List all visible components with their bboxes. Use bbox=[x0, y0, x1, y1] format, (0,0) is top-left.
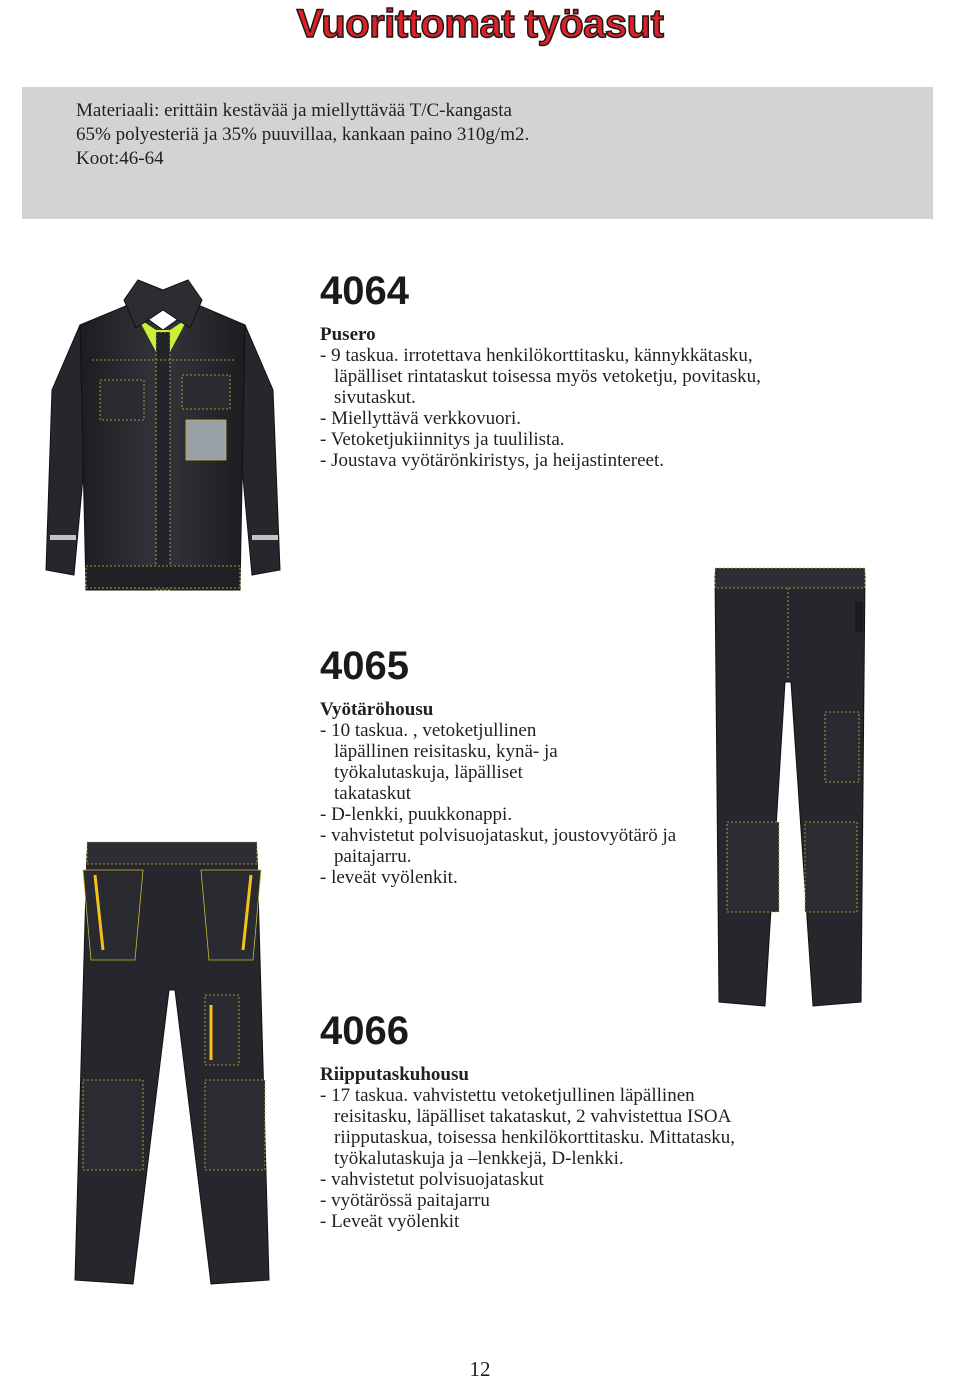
page-number: 12 bbox=[469, 1357, 491, 1381]
feature-line: - vyötärössä paitajarru bbox=[320, 1190, 490, 1211]
product-name: Riipputaskuhousu bbox=[320, 1064, 469, 1085]
product-name: Pusero bbox=[320, 324, 376, 345]
feature-line: takataskut bbox=[334, 783, 412, 804]
waist-trousers-image bbox=[705, 562, 875, 1012]
jacket-image bbox=[40, 270, 285, 610]
product-4066 bbox=[320, 1008, 735, 1232]
material-sizes: Koot:46-64 bbox=[76, 148, 164, 169]
feature-line: - Miellyttävä verkkovuori. bbox=[320, 408, 522, 429]
holster-trousers-image bbox=[65, 830, 280, 1290]
feature-line: sivutaskut. bbox=[334, 387, 416, 408]
product-features bbox=[320, 1085, 735, 1232]
feature-line: - 17 taskua. vahvistettu vetoketjullinen läpällinen bbox=[320, 1085, 695, 1106]
feature-line: työkalutaskuja, läpälliset bbox=[334, 762, 523, 783]
product-features bbox=[320, 345, 761, 471]
feature-line: läpällinen reisitasku, kynä- ja bbox=[334, 741, 558, 762]
feature-line: - Vetoketjukiinnitys ja tuulilista. bbox=[320, 429, 565, 450]
feature-line: - Joustava vyötärönkiristys, ja heijastintereet. bbox=[320, 450, 665, 471]
page-title: Vuorittomat työasut bbox=[296, 2, 664, 46]
feature-line: - Leveät vyölenkit bbox=[320, 1211, 460, 1232]
material-line: Materiaali: erittäin kestävää ja miellyttävää T/C-kangasta bbox=[76, 100, 512, 121]
feature-line: - vahvistetut polvisuojataskut, joustovyötärö ja bbox=[320, 825, 677, 846]
feature-line: - 10 taskua. , vetoketjullinen bbox=[320, 720, 537, 741]
product-4064 bbox=[320, 268, 761, 471]
feature-line: paitajarru. bbox=[334, 846, 412, 867]
product-4065 bbox=[320, 643, 676, 888]
feature-line: - 9 taskua. irrotettava henkilökorttitasku, kännykkätasku, bbox=[320, 345, 753, 366]
product-name: Vyötäröhousu bbox=[320, 699, 434, 720]
product-code: 4065 bbox=[320, 644, 409, 688]
feature-line: - vahvistetut polvisuojataskut bbox=[320, 1169, 544, 1190]
feature-line: läpälliset rintataskut toisessa myös vetoketju, povitasku, bbox=[334, 366, 761, 387]
feature-line: - leveät vyölenkit. bbox=[320, 867, 458, 888]
material-text bbox=[76, 99, 529, 171]
feature-line: - D-lenkki, puukkonappi. bbox=[320, 804, 513, 825]
material-info-box bbox=[22, 87, 933, 219]
product-features bbox=[320, 720, 676, 888]
feature-line: reisitasku, läpälliset takataskut, 2 vahvistettua ISOA bbox=[334, 1106, 732, 1127]
product-code: 4064 bbox=[320, 269, 409, 313]
product-code: 4066 bbox=[320, 1009, 409, 1053]
feature-line: riipputaskua, toisessa henkilökorttitasku. Mittatasku, bbox=[334, 1127, 736, 1148]
feature-line: työkalutaskuja ja –lenkkejä, D-lenkki. bbox=[334, 1148, 624, 1169]
material-line: 65% polyesteriä ja 35% puuvillaa, kankaan paino 310g/m2. bbox=[76, 124, 530, 145]
